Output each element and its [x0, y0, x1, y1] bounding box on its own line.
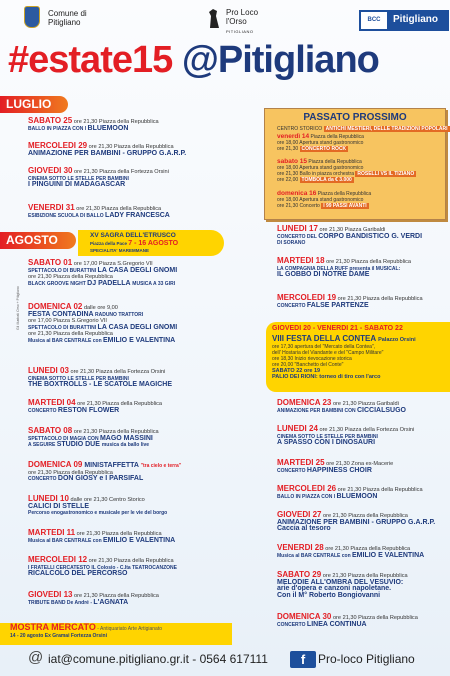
proloco-line2: l'Orso	[226, 17, 247, 26]
month-agosto: AGOSTO	[0, 232, 76, 249]
event-title: CORPO BANDISTICO G. VERDI	[318, 232, 423, 240]
mostra-mercato	[0, 623, 232, 645]
event-date: VENERDI 31	[28, 203, 75, 212]
event-agosto-10	[28, 496, 167, 517]
event-desc: SPETTACOLO DI MAGIA CON	[28, 435, 100, 442]
event-title: BLUEMOON	[336, 492, 378, 500]
event-title: BLUEMOON	[87, 124, 129, 132]
event-place: ore 21,30 Piazza della Repubblica	[28, 331, 113, 338]
event-place: ore 21,30 Piazza della Repubblica	[323, 546, 411, 552]
event-place: ore 21,30 Piazza della Repubblica	[28, 274, 113, 281]
contea-title: VIII FESTA DELLA CONTEA	[272, 334, 379, 343]
event-desc: CONCERTO	[277, 467, 307, 474]
passato-day-15	[277, 159, 416, 183]
event-title: EMILIO E VALENTINA	[103, 336, 176, 344]
event-desc: Percorso enogastronomico e musicale per le vie del borgo	[28, 510, 168, 517]
event-place: dalle ore 9,00	[82, 305, 118, 311]
event-title: RICALCOLO DEL PERCORSO	[28, 570, 128, 578]
facebook-icon[interactable]: f	[290, 651, 316, 668]
bcc-label: BCC	[361, 12, 387, 29]
title-year: 15	[131, 39, 182, 81]
passato-day-14	[277, 134, 364, 152]
event-date: MARTEDI 18	[277, 256, 325, 265]
event-place: ore 21,30 Piazza della Repubblica	[74, 206, 162, 212]
event-date: SABATO 01	[28, 258, 73, 267]
contea-line: dell' Hostaria del Viandante e del "Campo Militare"	[272, 350, 384, 356]
passato-text: ore 22,00	[277, 177, 300, 183]
event-place: dalle ore 21,30 Centro Storico	[68, 497, 145, 503]
bcc-logo	[359, 10, 449, 31]
event-title: A SPASSO CON I DINOSAURI	[277, 439, 376, 447]
sagra-box	[78, 230, 224, 256]
event-place: ore 21,30 Piazza della Repubblica	[321, 513, 408, 519]
event-desc: CINEMA SOTTO LE STELLE PER BAMBINI	[28, 375, 129, 382]
festa-contea-box	[266, 322, 450, 392]
event-place: ore 21,30 Piazza Garibaldi	[317, 227, 386, 233]
event-desc: TEATROCANZONE	[132, 564, 177, 571]
event-agosto-04	[28, 400, 162, 414]
event-place: ore 21,30 Piazza della Repubblica	[321, 573, 408, 579]
event-desc: RADUNO TRATTORI	[93, 311, 144, 318]
event-title: MINISTAFFETTA	[82, 462, 141, 469]
mostra-subtitle: - Antiquariato Arte Artigianato	[95, 626, 162, 632]
event-place: ore 21,30 Piazza della Repubblica	[336, 296, 423, 302]
event-agosto-12	[28, 557, 177, 578]
passato-place: Piazza della Repubblica	[309, 134, 364, 140]
event-title: THE BOXTROLLS - LE SCATOLE MAGICHE	[28, 381, 173, 389]
event-desc: CINEMA SOTTO LE STELLE PER BAMBINI	[277, 433, 378, 440]
event-desc: LA COMPAGNIA DELLA RUFF presenta il MUSICAL:	[277, 265, 401, 272]
event-title: Caccia al tesoro	[277, 525, 331, 533]
event-title: CALICI DI STELLE	[28, 502, 90, 510]
facebook-page-name[interactable]: Pro-loco Pitigliano	[318, 652, 415, 666]
passato-date: venerdì 14	[277, 133, 310, 140]
event-title: LA CASA DEGLI GNOMI	[97, 323, 178, 331]
header	[0, 0, 450, 40]
comune-line1: Comune di	[48, 9, 87, 18]
sagra-dates: 7 - 16 AGOSTO	[128, 239, 179, 247]
event-date: DOMENICA 09	[28, 460, 83, 469]
event-desc: CONCERTO	[277, 621, 307, 628]
passato-highlight: ANTICHI MESTIERI, DELLE TRADIZIONI POPOLARI	[325, 126, 448, 132]
contea-line: ore 17,30 apertura del "Mercato della Contea",	[272, 344, 376, 350]
proloco-line1: Pro Loco	[226, 8, 259, 17]
event-desc: BLACK GROOVE NIGHT	[28, 280, 88, 287]
proloco-label	[226, 8, 258, 36]
comune-label	[48, 9, 87, 27]
sagra-place: Piazza della Pace	[90, 240, 129, 246]
event-desc: TRIBUTE BAND De André -	[28, 599, 94, 606]
event-desc: Musica al BAR CENTRALE con	[28, 537, 104, 544]
passato-text: ore 18,00 Apertura stand gastronomico	[277, 197, 364, 203]
event-desc: CONCERTO	[28, 407, 58, 414]
event-agosto-29	[277, 572, 408, 599]
event-title: CICCIALSUGO	[357, 406, 406, 414]
comune-line2: Pitigliano	[48, 18, 81, 27]
event-title: LADY FRANCESCA	[105, 211, 170, 219]
passato-highlight: CONCERTO ROCK	[301, 146, 347, 152]
event-date: LUNEDI 03	[28, 366, 69, 375]
event-luglio-31	[28, 205, 170, 219]
event-place: ore 21,30 Piazza della Repubblica	[324, 259, 412, 265]
event-date: MERCOLEDI 19	[277, 293, 337, 302]
event-desc: CINEMA SOTTO LE STELLE PER BAMBINI	[28, 175, 129, 182]
event-desc: SPETTACOLO DI BURATTINI	[28, 324, 98, 331]
event-desc: ANIMAZIONE PER BAMBINI CON	[277, 407, 357, 414]
event-date: LUNEDI 24	[277, 424, 318, 433]
passato-place: Piazza della Repubblica	[307, 159, 362, 165]
event-date: DOMENICA 02	[28, 302, 83, 311]
event-date: MERCOLEDI 12	[28, 555, 88, 564]
event-agosto-13	[28, 592, 159, 606]
passato-intro	[277, 126, 450, 132]
sagra-sub: SPECIALITA' MAREMMANE	[90, 248, 149, 253]
bcc-name: Pitigliano	[393, 14, 438, 25]
event-place: ore 21,30 Piazza Garibaldi	[331, 401, 399, 407]
month-luglio: LUGLIO	[0, 96, 68, 113]
title-place: @Pitigliano	[181, 39, 379, 81]
title-hashtag: #estate	[8, 39, 132, 81]
passato-text: ore 21,30	[277, 146, 300, 152]
event-date: SABATO 25	[28, 116, 73, 125]
event-place: ore 21,30 Piazza della Repubblica	[72, 429, 159, 435]
event-desc: IL Colosio - C.Ita	[91, 564, 133, 571]
event-title: LA CASA DEGLI GNOMI	[97, 266, 178, 274]
event-agosto-27	[277, 512, 435, 533]
event-agosto-23	[277, 400, 406, 414]
event-agosto-25	[277, 460, 393, 474]
event-agosto-08	[28, 428, 159, 449]
vertical-credit: Gli illustrati Orso + Pitigliano	[16, 286, 20, 330]
event-place: ore 21,30 Piazza della Repubblica	[28, 469, 113, 476]
event-desc: I FRATELLI CERCATESTO	[28, 564, 92, 571]
contea-palio: PALIO DEI RIONI: torneo di tiro con l'arco	[272, 374, 381, 380]
passato-title: PASSATO PROSSIMO	[303, 112, 407, 123]
bear-logo-icon	[208, 8, 220, 30]
event-agosto-17	[277, 226, 422, 247]
event-desc: "tra cielo e terra"	[140, 463, 182, 469]
event-title: HAPPINESS CHOIR	[306, 466, 372, 474]
event-title: IL GOBBO DI NOTRE DAME	[277, 271, 370, 279]
event-agosto-09	[28, 462, 181, 483]
passato-highlight: I 99 PASSI AVANTI	[323, 203, 367, 209]
event-agosto-03	[28, 368, 172, 389]
passato-place: Piazza della Repubblica	[316, 191, 372, 197]
event-agosto-02	[28, 304, 177, 345]
event-date: GIOVEDI 27	[277, 510, 322, 519]
contea-place: Palazzo Orsini	[378, 337, 416, 343]
event-date: DOMENICA 30	[277, 612, 332, 621]
event-place: ore 17,00 Piazza S.Gregorio VII	[28, 318, 107, 325]
passato-text: ore 18,00 Apertura stand gastronomico	[277, 140, 364, 146]
event-place: ore 21,30 Piazza della Repubblica	[75, 531, 162, 537]
event-agosto-11	[28, 530, 175, 544]
event-date: MARTEDI 11	[28, 528, 76, 537]
proloco-line3: PITIGLIANO	[226, 29, 254, 34]
event-date: MERCOLEDI 26	[277, 484, 337, 493]
event-desc: CONCERTO	[277, 302, 307, 309]
contea-line: ore 18,30 Inizio rievocazione storica	[272, 356, 352, 362]
event-agosto-30	[277, 614, 418, 628]
mostra-dates: 14 - 20 agosto Ex Gramai Fortezza Orsini	[10, 633, 107, 639]
event-agosto-24	[277, 426, 414, 447]
passato-date: domenica 16	[277, 190, 317, 197]
event-place: ore 21,30 Piazza della Fortezza Orsini	[68, 369, 166, 375]
event-desc: ESIBIZIONE SCUOLA DI BALLO	[28, 212, 106, 219]
passato-highlight: TOMBOLA da € 3.000	[301, 177, 352, 183]
event-place: ore 17,00 Piazza S.Gregorio VII	[72, 261, 153, 267]
contea-line: ore 20,00 "Banchetto del Conte"	[272, 362, 344, 368]
event-title: RESTON FLOWER	[57, 406, 120, 414]
event-date: MARTEDI 04	[28, 398, 76, 407]
event-agosto-18	[277, 258, 411, 279]
event-desc: A SEGUIRE	[28, 442, 57, 449]
event-title: STUDIO DUE	[56, 441, 102, 449]
event-date: MERCOLEDI 29	[28, 141, 88, 150]
event-desc: BALLO IN PIAZZA CON I	[277, 493, 337, 500]
passato-text: ore 21,30 Ballo in piazza orchestra	[277, 171, 356, 177]
event-date: GIOVEDI 13	[28, 590, 73, 599]
event-desc: MUSICA A 33 GIRI	[132, 280, 176, 287]
event-title: Con il M° Roberto Bongiovanni	[277, 591, 381, 599]
event-date: LUNEDI 17	[277, 224, 318, 233]
event-date: LUNEDI 10	[28, 494, 69, 503]
poster-title	[8, 36, 450, 84]
comune-crest-icon	[24, 6, 40, 28]
contea-saturday: SABATO 22 ore 19	[272, 368, 321, 374]
event-place: ore 21,30 Piazza della Fortezza Orsini	[72, 169, 169, 175]
event-title: MELODIE ALL'OMBRA DEL VESUVIO:	[277, 578, 404, 586]
event-place: ore 21,30 Piazza della Repubblica	[75, 401, 163, 407]
event-date: GIOVEDI 30	[28, 166, 73, 175]
event-desc: musica da ballo live	[101, 442, 150, 449]
contea-dates: GIOVEDI 20 - VENERDI 21 - SABATO 22	[272, 325, 403, 332]
event-desc: BALLO IN PIAZZA CON I	[28, 125, 88, 132]
event-place: ore 21,30 Piazza della Repubblica	[336, 487, 423, 493]
event-place: ore 21,30 Piazza della Repubblica	[87, 144, 174, 150]
passato-day-16	[277, 191, 371, 209]
event-title: DJ PADELLA	[87, 279, 133, 287]
event-desc: Musica al BAR CENTRALE con	[277, 552, 353, 559]
event-luglio-25	[28, 118, 159, 132]
event-place: ore 21,30 Piazza della Repubblica	[72, 593, 159, 599]
event-luglio-29	[28, 143, 186, 157]
event-desc: DI SORANO	[277, 240, 306, 247]
event-title: I PINGUINI DI MADAGASCAR	[28, 181, 126, 189]
event-title: arie d'opera e canzoni napoletane.	[277, 585, 392, 593]
event-date: VENERDI 28	[277, 543, 324, 552]
event-agosto-19	[277, 295, 423, 309]
event-place: ore 21,30 Zona ex-Macerie	[324, 461, 394, 467]
passato-text: ore 18,00 Apertura stand gastronomico	[277, 165, 364, 171]
event-date: DOMENICA 23	[277, 398, 332, 407]
event-place: ore 21,30 Piazza della Repubblica	[72, 119, 159, 125]
event-title: DON GIOSY e I PARSIFAL	[57, 475, 144, 483]
event-date: SABATO 08	[28, 426, 73, 435]
passato-text: ore 21,30 Concerto	[277, 203, 322, 209]
event-agosto-26	[277, 486, 423, 500]
event-title: FESTA CONTADINA	[28, 310, 94, 318]
event-desc: SPETTACOLO DI BURATTINI	[28, 267, 98, 274]
event-title: FALSE PARTENZE	[306, 301, 369, 309]
passato-text: CENTRO STORICO	[277, 126, 324, 132]
passato-highlight: ROSELLI VS IL TIZIANO	[357, 171, 415, 177]
event-title: L'AGNATA	[93, 598, 129, 606]
event-title: ANIMAZIONE PER BAMBINI - GRUPPO G.A.R.P.	[277, 518, 436, 526]
footer	[0, 648, 450, 676]
event-place: ore 21,30 Piazza della Fortezza Orsini	[317, 427, 415, 433]
event-desc: Musica al BAR CENTRALE con	[28, 337, 104, 344]
event-agosto-01	[28, 260, 177, 287]
contact-email-phone[interactable]: iat@comune.pitigliano.gr.it - 0564 617111	[48, 652, 268, 666]
passato-prossimo-box	[264, 108, 446, 220]
at-icon: @	[28, 649, 44, 666]
event-date: MARTEDI 25	[277, 458, 325, 467]
event-desc: CONCERTO DEL	[277, 233, 319, 240]
event-date: SABATO 29	[277, 570, 322, 579]
event-title: LINEA CONTINUA	[306, 620, 367, 628]
sagra-title: XV SAGRA DELL'ETRUSCO	[90, 232, 176, 239]
event-title: MAGO MASSINI	[99, 434, 153, 442]
event-title: EMILIO E VALENTINA	[103, 536, 176, 544]
event-place: ore 21,30 Piazza della Repubblica	[331, 615, 418, 621]
event-luglio-30	[28, 168, 169, 189]
event-place: ore 21,30 Piazza della Repubblica	[87, 558, 174, 564]
passato-date: sabato 15	[277, 158, 307, 165]
event-title: ANIMAZIONE PER BAMBINI - GRUPPO G.A.R.P.	[28, 149, 187, 157]
mostra-title: MOSTRA MERCATO	[10, 622, 96, 632]
event-agosto-28	[277, 545, 424, 559]
event-title: EMILIO E VALENTINA	[352, 551, 425, 559]
event-desc: CONCERTO	[28, 476, 58, 483]
